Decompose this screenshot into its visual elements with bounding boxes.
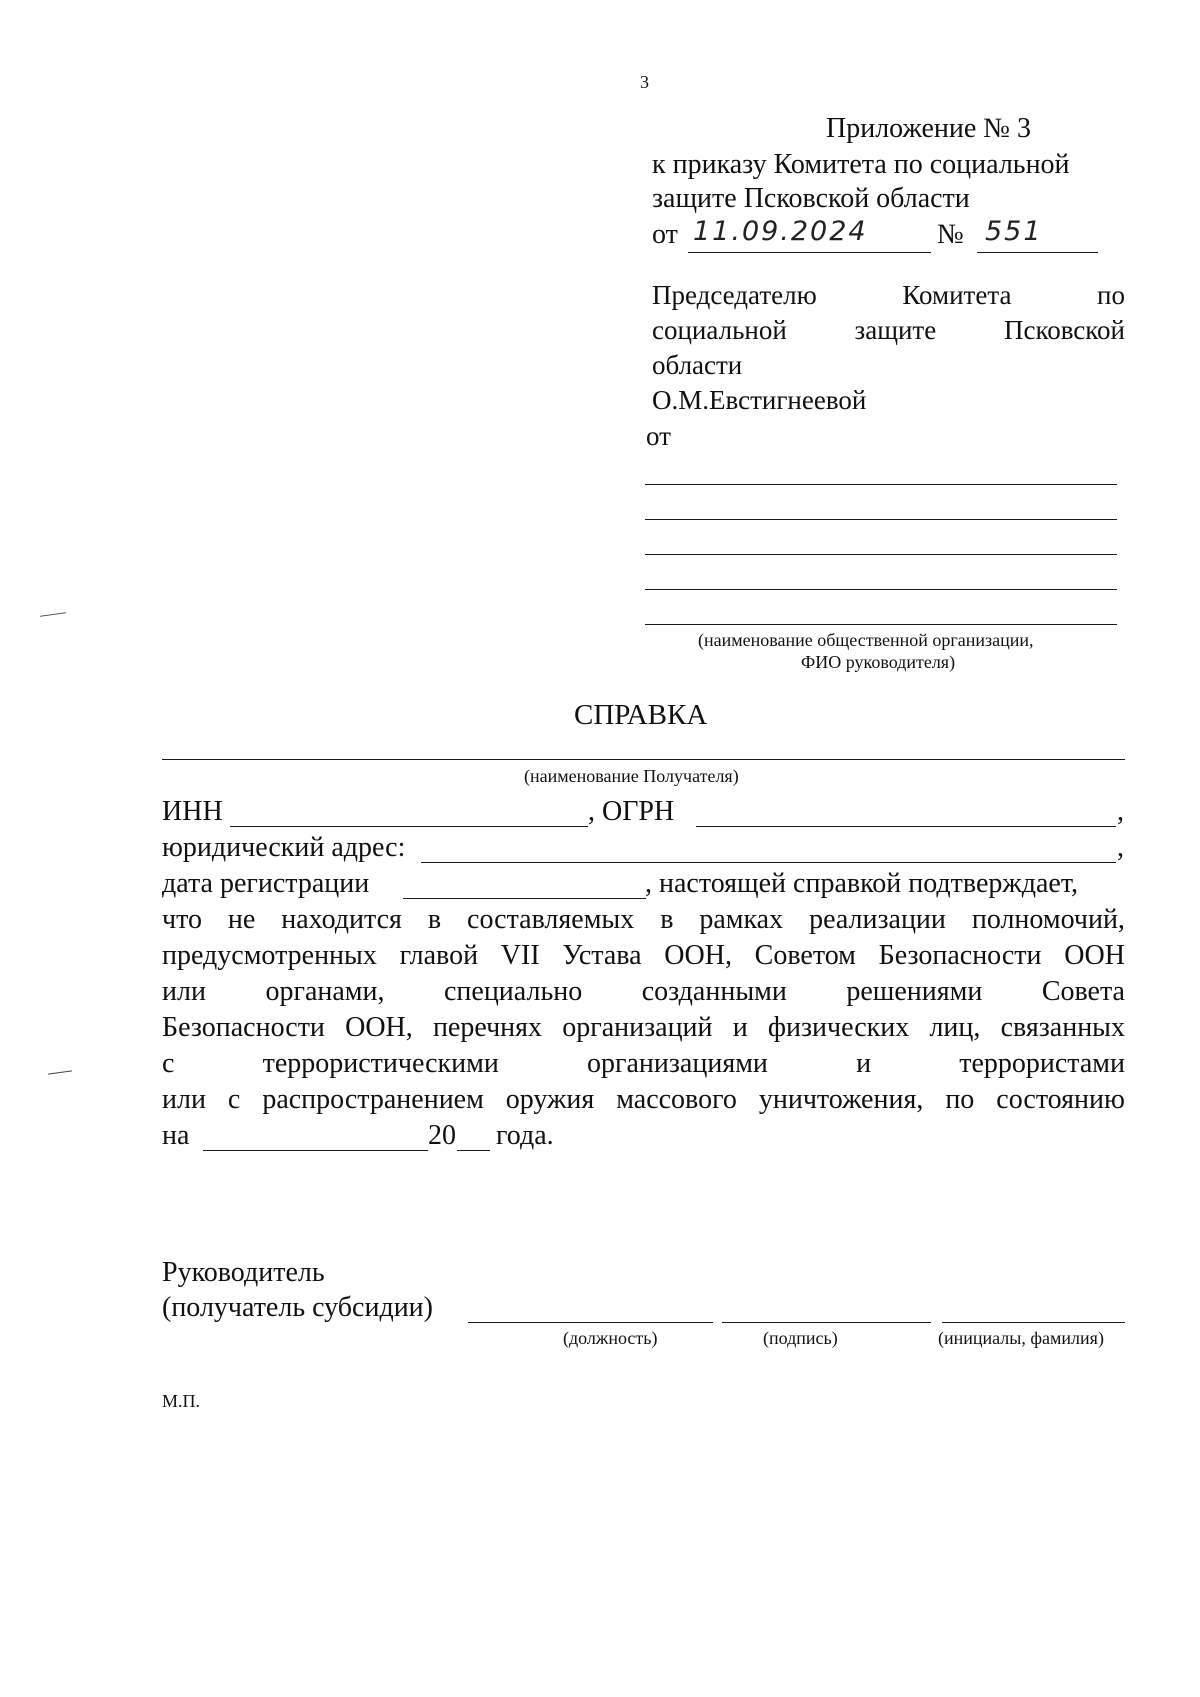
ogrn-field-line: [696, 826, 1116, 827]
inn-ogrn-comma: ,: [1117, 796, 1124, 827]
body-word: специально: [443, 976, 583, 1007]
body-word: с: [227, 1084, 241, 1115]
body-word: Совета: [1041, 976, 1125, 1007]
applicant-caption-line-1: (наименование общественной организации,: [698, 630, 1034, 650]
body-line-1: [162, 903, 1125, 937]
body-line-6: [162, 1083, 1125, 1117]
body-word: уничтожения,: [758, 1084, 924, 1115]
body-word: органами,: [265, 976, 385, 1007]
addressee-word: социальной: [652, 315, 787, 345]
scan-margin-mark: [48, 1070, 72, 1074]
scan-margin-mark: [40, 612, 66, 617]
body-word: ООН: [1064, 940, 1125, 971]
regdate-tail: , настоящей справкой подтверждает,: [645, 868, 1078, 899]
body-word: решениями: [846, 976, 983, 1007]
body-word: организаций: [562, 1012, 713, 1043]
body-word: составляемых: [467, 904, 635, 935]
recipient-name-line: [162, 759, 1125, 760]
body-word: находится: [281, 904, 402, 935]
stamp-place-label: М.П.: [162, 1391, 201, 1411]
order-number-sign: №: [937, 219, 964, 250]
body-word: созданными: [641, 976, 787, 1007]
body-word: массового: [616, 1084, 737, 1115]
body-word: рамках: [699, 904, 784, 935]
body-line-2: [162, 939, 1125, 973]
body-word: в: [427, 904, 442, 935]
body-word: с: [162, 1048, 175, 1079]
page-number: 3: [640, 72, 649, 92]
body-word: террористическими: [262, 1048, 499, 1079]
body-word: что: [162, 904, 202, 935]
appendix-title: Приложение № 3: [826, 113, 1031, 144]
signature-caption-name: (инициалы, фамилия): [938, 1328, 1104, 1348]
body-word: предусмотренных: [162, 940, 377, 971]
applicant-line-1: [645, 484, 1117, 485]
body-word: главой: [399, 940, 479, 971]
body-word: Безопасности: [162, 1012, 325, 1043]
as-of-year-prefix: 20: [428, 1120, 456, 1151]
body-word: полномочий,: [971, 904, 1125, 935]
body-word: организациями: [586, 1048, 768, 1079]
addressee-name: О.М.Евстигнеевой: [652, 385, 867, 415]
applicant-caption-line-2: ФИО руководителя): [801, 652, 956, 672]
inn-label: ИНН: [162, 796, 223, 827]
signature-role-line-2: (получатель субсидии): [162, 1292, 433, 1323]
body-line-4: [162, 1011, 1125, 1045]
addressee-line-1: [652, 278, 1125, 312]
regdate-field-line: [403, 898, 646, 899]
addressee-line-3: области: [652, 350, 743, 380]
body-word: VII: [500, 940, 540, 971]
body-word: террористами: [959, 1048, 1125, 1079]
body-word: перечнях: [432, 1012, 543, 1043]
address-comma: ,: [1117, 832, 1124, 863]
recipient-caption: (наименование Получателя): [524, 766, 739, 786]
signature-position-line: [468, 1322, 713, 1323]
body-word: связанных: [1000, 1012, 1125, 1043]
inn-field-line: [230, 826, 588, 827]
body-word: распространением: [262, 1084, 484, 1115]
address-label: юридический адрес:: [162, 832, 406, 863]
order-number-handwritten: 551: [985, 216, 1043, 247]
body-word: физических: [767, 1012, 910, 1043]
body-word: ООН,: [345, 1012, 413, 1043]
order-date-underline: [688, 252, 931, 253]
applicant-line-2: [645, 519, 1117, 520]
as-of-suffix: года.: [496, 1120, 554, 1151]
regdate-label: дата регистрации: [162, 868, 370, 899]
appendix-line-2: защите Псковской области: [652, 183, 970, 214]
signature-caption-position: (должность): [563, 1328, 658, 1348]
signature-sign-line: [722, 1322, 931, 1323]
body-word: или: [162, 976, 206, 1007]
body-word: лиц,: [929, 1012, 981, 1043]
body-word: состоянию: [996, 1084, 1125, 1115]
addressee-word: по: [1097, 280, 1125, 310]
addressee-from-label: от: [646, 421, 671, 451]
signature-caption-sign: (подпись): [763, 1328, 838, 1348]
body-word: не: [227, 904, 256, 935]
body-word: и: [732, 1012, 748, 1043]
order-date-handwritten: 11.09.2024: [693, 216, 868, 247]
body-word: по: [945, 1084, 975, 1115]
body-word: и: [856, 1048, 872, 1079]
body-word: или: [162, 1084, 206, 1115]
applicant-line-4: [645, 589, 1117, 590]
body-word: оружия: [505, 1084, 595, 1115]
signature-role-line-1: Руководитель: [162, 1257, 325, 1288]
body-word: Безопасности: [878, 940, 1042, 971]
as-of-date-line: [203, 1150, 428, 1151]
body-word: Устава: [562, 940, 642, 971]
body-line-5: [162, 1047, 1125, 1081]
signature-name-line: [942, 1322, 1125, 1323]
order-date-prefix: от: [652, 219, 678, 250]
addressee-word: Комитета: [902, 280, 1012, 310]
addressee-word: Псковской: [1003, 315, 1125, 345]
as-of-year-line: [457, 1150, 490, 1151]
addressee-word: Председателю: [652, 280, 817, 310]
ogrn-label: , ОГРН: [588, 796, 675, 827]
body-word: ООН,: [664, 940, 732, 971]
applicant-line-5: [645, 624, 1117, 625]
doc-title: СПРАВКА: [574, 699, 708, 731]
as-of-prefix: на: [162, 1120, 190, 1151]
body-word: Советом: [754, 940, 856, 971]
applicant-line-3: [645, 554, 1117, 555]
order-number-underline: [977, 252, 1098, 253]
addressee-word: защите: [854, 315, 937, 345]
address-field-line: [421, 862, 1116, 863]
appendix-line-1: к приказу Комитета по социальной: [652, 149, 1070, 180]
body-line-3: [162, 975, 1125, 1009]
body-word: в: [660, 904, 674, 935]
addressee-line-2: [652, 313, 1125, 347]
body-word: реализации: [809, 904, 946, 935]
